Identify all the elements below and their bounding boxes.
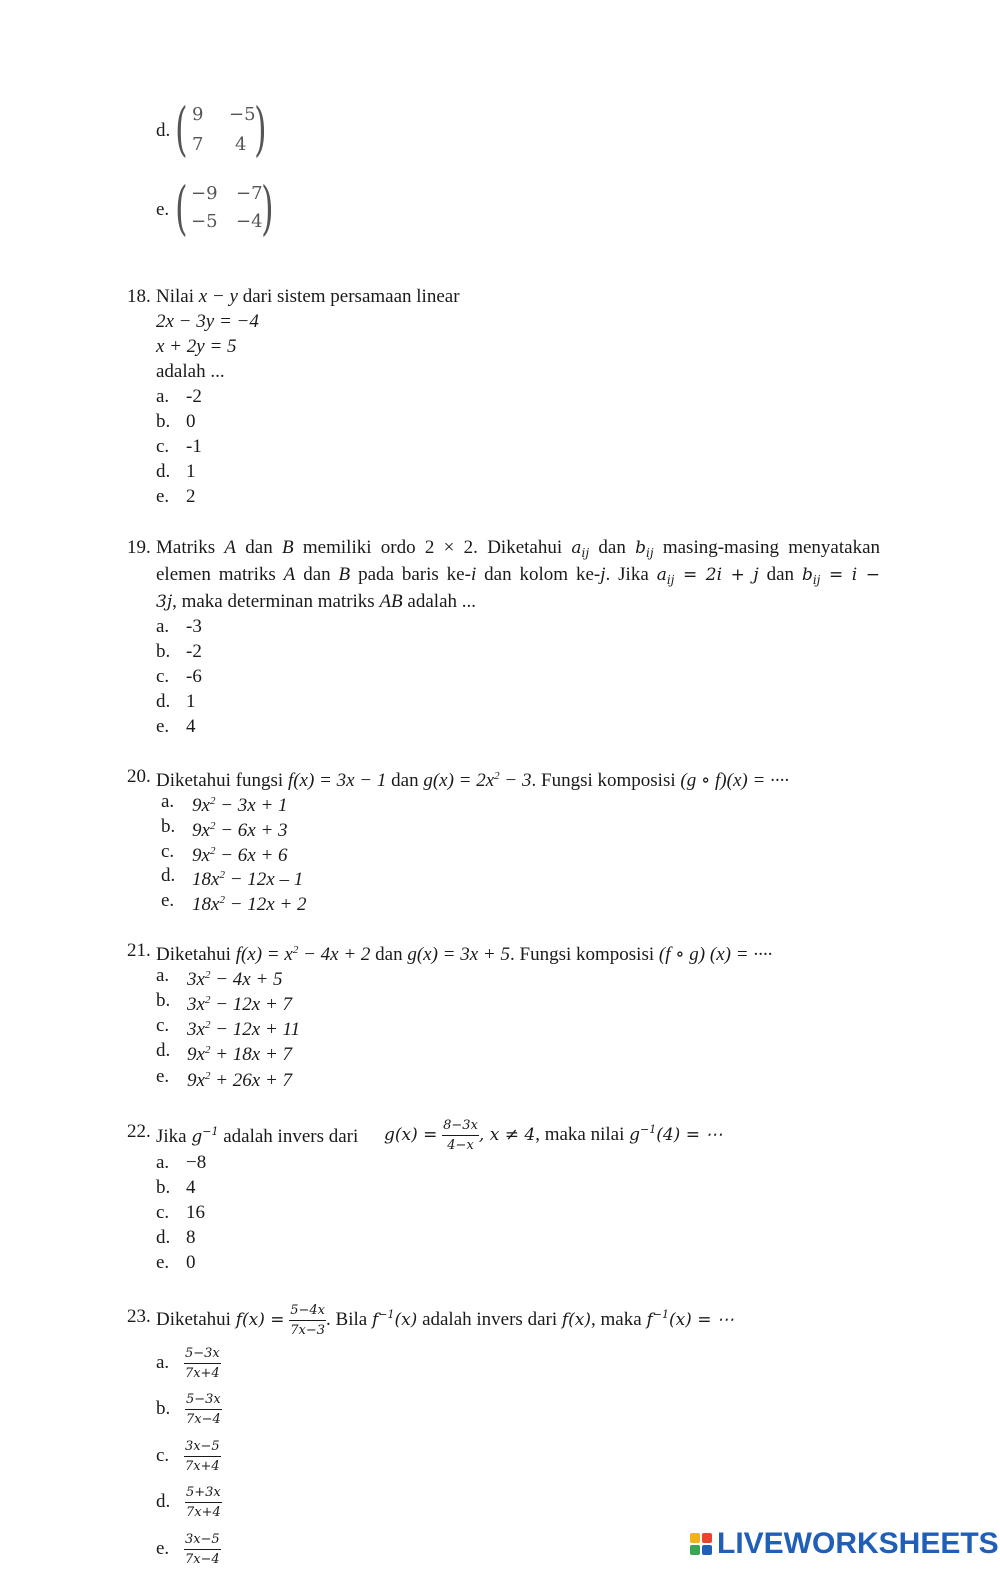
logo-text: LIVEWORKSHEETS xyxy=(717,1527,999,1560)
question-number: 21. xyxy=(127,940,151,961)
fraction: $\frac{5-3x}{7x-4}$ xyxy=(186,1391,221,1427)
option-a[interactable]: a. -2 xyxy=(156,386,202,407)
equation-1: 2x − 3y = −4 xyxy=(156,311,259,332)
option-c[interactable]: c. $3x^2 - 12x + 11$ xyxy=(156,1015,301,1040)
matrix-cell: −9 xyxy=(191,183,218,204)
matrix-cell: −5 xyxy=(229,104,256,125)
fraction: $\frac{5-4x}{7x-3}$ xyxy=(290,1302,326,1338)
question-number: 20. xyxy=(127,766,151,787)
question-prompt: Nilai x − y dari sistem persamaan linear xyxy=(156,286,460,307)
option-a[interactable]: a. −8 xyxy=(156,1152,207,1173)
liveworksheets-logo-icon xyxy=(690,1533,712,1555)
fraction: $\frac{5+3x}{7x+4}$ xyxy=(186,1484,221,1520)
right-paren: ) xyxy=(261,174,274,242)
question-number: 19. xyxy=(127,537,151,558)
fraction: $\frac{5-3x}{7x+4}$ xyxy=(184,1345,220,1381)
option-e[interactable]: e. 0 xyxy=(156,1252,196,1273)
option-letter: d. xyxy=(156,120,171,141)
option-e[interactable]: e. 4 xyxy=(156,716,196,737)
option-b[interactable]: b. 4 xyxy=(156,1177,196,1198)
option-d[interactable]: d. $18x^2 - 12x - 1$ xyxy=(161,865,304,890)
question-prompt: Diketahui f(x) = $\frac{5-4x}{7x-3}$ . Bila $f^{-1}(x)$ adalah invers dari f(x), maka $f^{-1}(x)$ = ⋯ xyxy=(156,1302,734,1338)
question-prompt: Diketahui $f(x) = x^2 - 4x + 2$ dan g(x) = 3x + 5. Fungsi komposisi (f ∘ g) (x) = ···· xyxy=(156,944,773,965)
option-c[interactable]: c. 16 xyxy=(156,1202,205,1223)
option-c[interactable]: c. $9x^2 - 6x + 6$ xyxy=(161,841,288,866)
question-prompt: Diketahui fungsi f(x) = 3x − 1 dan $g(x) = 2x^2 - 3$. Fungsi komposisi (g ∘ f)(x) = ···· xyxy=(156,770,790,791)
fraction: $\frac{3x-5}{7x+4}$ xyxy=(184,1438,220,1474)
matrix-cell: 9 xyxy=(192,104,204,125)
question-number: 18. xyxy=(127,286,151,307)
question-line-2: elemen matriks A dan B pada baris ke-i dan kolom ke-j. Jika $a_{ij} = 2i + j$ dan $b_{ij} = i$ − xyxy=(156,564,881,587)
option-a[interactable]: a. -3 xyxy=(156,616,202,637)
matrix-cell: −4 xyxy=(236,211,263,232)
question-number: 22. xyxy=(127,1121,151,1142)
liveworksheets-logo xyxy=(690,1527,999,1561)
matrix-cell: 4 xyxy=(235,134,247,155)
option-a[interactable]: a. $9x^2 - 3x + 1$ xyxy=(161,791,288,816)
matrix-cell: 7 xyxy=(192,134,204,155)
left-paren: ( xyxy=(175,95,188,163)
option-e[interactable]: e. $\frac{3x-5}{7x-4}$ xyxy=(156,1531,220,1567)
option-b[interactable]: b. $3x^2 - 12x + 7$ xyxy=(156,990,293,1015)
option-d[interactable]: d. 1 xyxy=(156,691,196,712)
fraction: $\frac{3x-5}{7x-4}$ xyxy=(184,1531,220,1567)
option-b[interactable]: b. -2 xyxy=(156,641,202,662)
right-paren: ) xyxy=(254,95,267,163)
equation-2: x + 2y = 5 xyxy=(156,336,237,357)
option-d[interactable]: d. $9x^2 + 18x + 7$ xyxy=(156,1040,293,1065)
fraction: $\frac{8-3x}{4-x}$ xyxy=(443,1117,478,1153)
option-e[interactable]: e. $9x^2 + 26x + 7$ xyxy=(156,1066,293,1091)
option-d[interactable]: d. 1 xyxy=(156,461,196,482)
option-b[interactable]: b. 0 xyxy=(156,411,196,432)
question-line-1: Matriks A dan B memiliki ordo 2 × 2. Diketahui $a_{ij}$ dan $b_{ij}$ masing-masing menyatakan xyxy=(156,537,881,560)
function-definition: g(x) = $\frac{8-3x}{4-x}$ , x ≠ 4, maka nilai $g^{-1}(4)$ = ⋯ xyxy=(384,1117,723,1153)
question-number: 23. xyxy=(127,1306,151,1327)
option-c[interactable]: c. -6 xyxy=(156,666,202,687)
option-c[interactable]: c. -1 xyxy=(156,436,202,457)
prompt-tail: adalah ... xyxy=(156,361,225,382)
left-paren: ( xyxy=(175,174,188,242)
option-letter: e. xyxy=(156,199,170,220)
option-d[interactable]: d. $\frac{5+3x}{7x+4}$ xyxy=(156,1484,221,1520)
option-e[interactable]: e. $18x^2 - 12x + 2$ xyxy=(161,890,307,915)
question-line-3: 3j, maka determinan matriks AB adalah ... xyxy=(156,591,476,612)
option-a[interactable]: a. $3x^2 - 4x + 5$ xyxy=(156,965,283,990)
option-b[interactable]: b. $9x^2 - 6x + 3$ xyxy=(161,816,288,841)
option-d[interactable]: d. 8 xyxy=(156,1227,196,1248)
matrix-cell: −5 xyxy=(191,211,218,232)
question-prompt-start: Jika $g^{-1}$ adalah invers dari xyxy=(156,1125,359,1147)
option-c[interactable]: c. $\frac{3x-5}{7x+4}$ xyxy=(156,1438,220,1474)
option-a[interactable]: a. $\frac{5-3x}{7x+4}$ xyxy=(156,1345,220,1381)
matrix-cell: −7 xyxy=(236,183,263,204)
option-e[interactable]: e. 2 xyxy=(156,486,196,507)
option-b[interactable]: b. $\frac{5-3x}{7x-4}$ xyxy=(156,1391,221,1427)
